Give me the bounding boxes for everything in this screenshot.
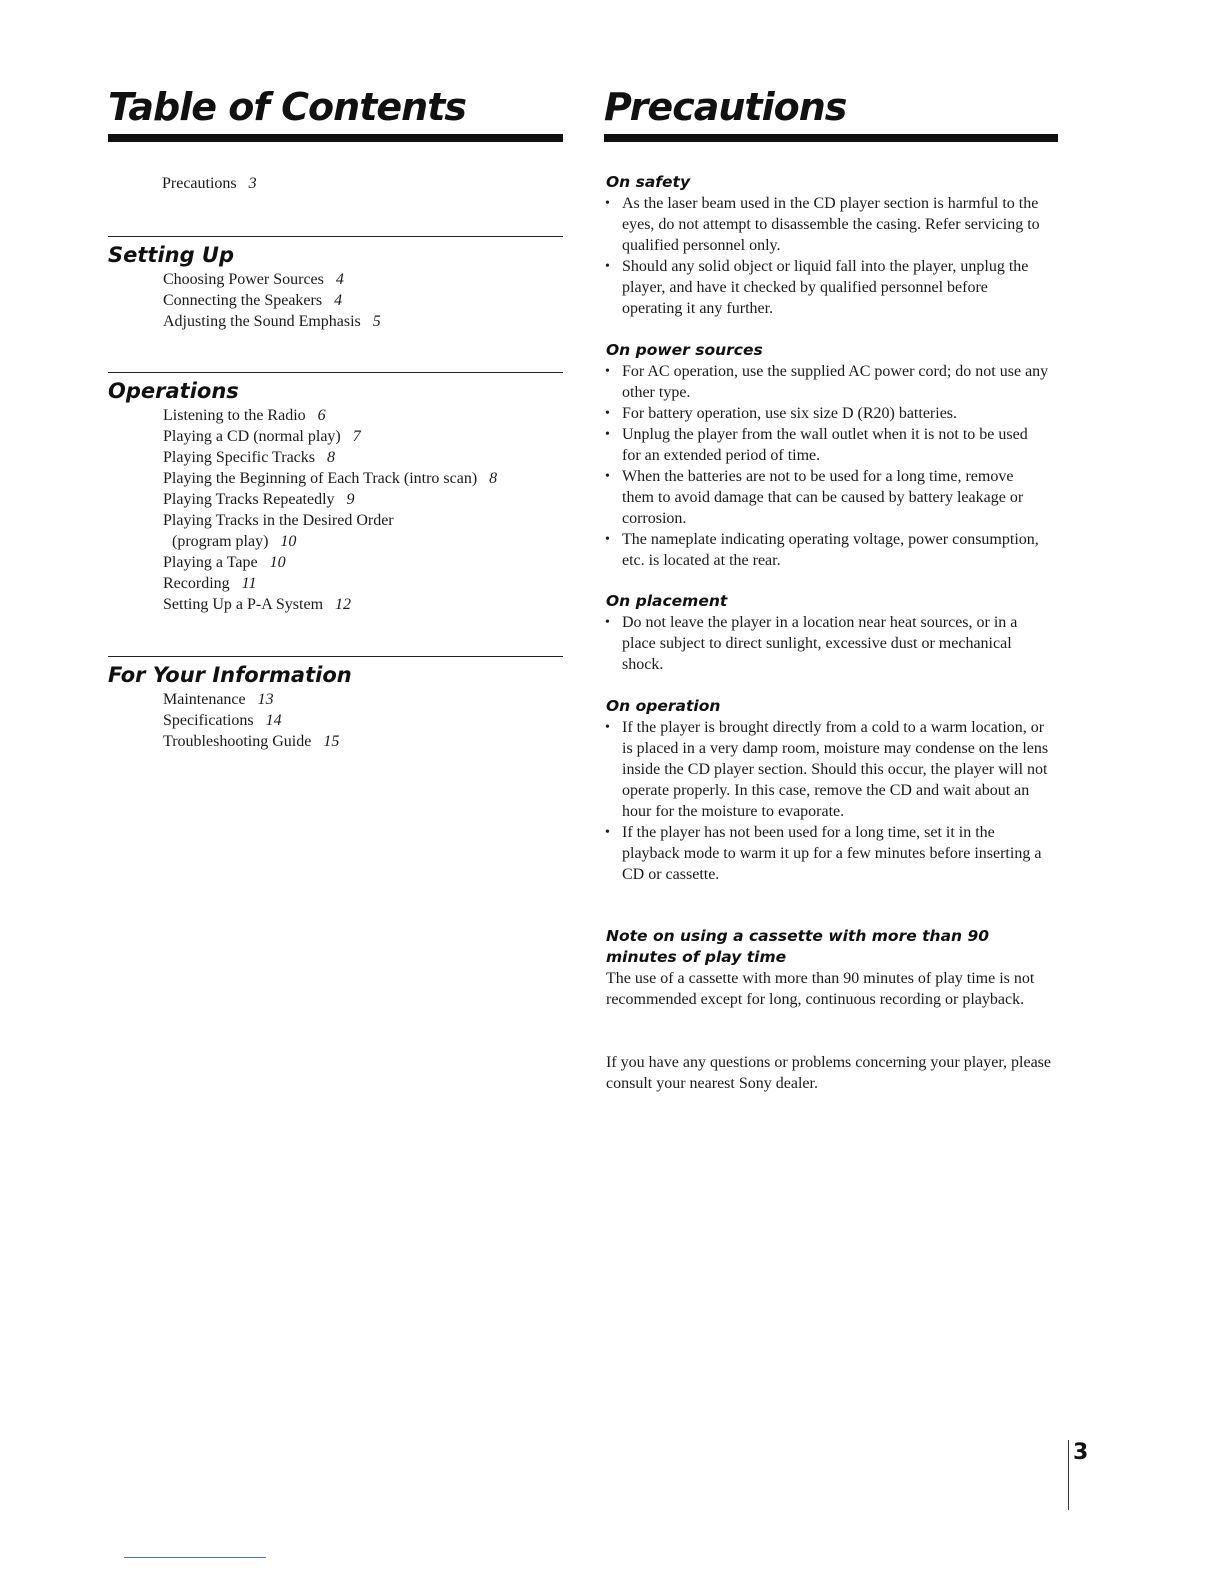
bullet-item: • Do not leave the player in a location near heat sources, or in a place subject to direct sunlight, excessive dust or mechanical shock. [604,612,1049,675]
bullets-on-power-sources [604,361,1049,571]
toc-entry-label: Troubleshooting Guide [163,733,312,750]
bullet-item: • Should any solid object or liquid fall into the player, unplug the player, and have it checked by qualified personnel before operating it any further. [604,256,1049,319]
heading-on-placement: On placement [606,592,728,610]
toc-entry [163,447,497,468]
toc-entry [163,531,497,552]
toc-entry-label: Listening to the Radio [163,407,306,424]
bullet-item: • For battery operation, use six size D (R20) batteries. [604,403,1049,424]
toc-entry-label: Playing the Beginning of Each Track (intro scan) [163,470,478,487]
bullets-on-placement [604,612,1049,675]
toc-entry-page: 4 [335,271,344,288]
toc-entry [163,269,381,290]
toc-entry-page: 9 [346,491,355,508]
toc-list-for-your-information [163,689,339,752]
bullet-item: • The nameplate indicating operating voltage, power consumption, etc. is located at the rear. [604,529,1049,571]
bullet-item: • As the laser beam used in the CD player section is harmful to the eyes, do not attempt to disassemble the casing. Refer servicing to qualified personnel only. [604,193,1049,256]
toc-entry-precautions [162,175,257,193]
toc-entry-label: Precautions [162,175,237,192]
toc-entry-page: 8 [489,470,498,487]
heading-on-power-sources: On power sources [606,341,763,359]
section-heading-for-your-information: For Your Information [108,663,352,687]
toc-entry [163,405,497,426]
toc-list-operations [163,405,497,615]
toc-entry-page: 15 [323,733,340,750]
toc-entry [163,468,497,489]
closing-text: If you have any questions or problems concerning your player, please consult your nearest Sony dealer. [606,1054,1051,1092]
precautions-title-rule [604,134,1058,142]
toc-entry-page: 11 [241,575,257,592]
bullet-item: • If the player has not been used for a long time, set it in the playback mode to warm it up for a few minutes before inserting a CD or cassette. [604,822,1049,885]
toc-entry-page: 6 [317,407,326,424]
toc-entry-label: Setting Up a P-A System [163,596,324,613]
toc-entry-label: Playing Tracks in the Desired Order [163,512,394,529]
heading-note-cassette [606,926,989,968]
heading-on-operation: On operation [606,697,721,715]
toc-entry-label: Adjusting the Sound Emphasis [163,313,361,330]
page-number: 3 [1073,1440,1089,1465]
toc-entry [163,710,339,731]
toc-entry [163,510,497,531]
toc-entry-label: Recording [163,575,230,592]
section-rule-setting-up [108,236,563,237]
toc-entry-label: Playing Specific Tracks [163,449,315,466]
toc-entry-label: Connecting the Speakers [163,292,323,309]
page-number-bar [1068,1440,1069,1510]
bullet-item: • When the batteries are not to be used for a long time, remove them to avoid damage that can be caused by battery leakage or corrosion. [604,466,1049,529]
toc-entry-label: (program play) [172,533,269,550]
toc-entry [163,290,381,311]
heading-on-safety: On safety [606,173,691,191]
toc-entry-label: Maintenance [163,691,246,708]
bullets-on-operation [604,717,1049,885]
toc-entry-page: 8 [327,449,335,466]
section-heading-setting-up: Setting Up [108,243,235,267]
toc-entry-page: 7 [352,428,361,445]
toc-entry-page: 12 [335,596,352,613]
toc-entry-label: Specifications [163,712,254,729]
section-heading-operations: Operations [108,379,239,403]
toc-entry-label: Playing Tracks Repeatedly [163,491,335,508]
toc-entry-page: 4 [334,292,343,309]
toc-entry [163,552,497,573]
bullet-item: • Unplug the player from the wall outlet when it is not to be used for an extended period of time. [604,424,1049,466]
toc-entry-page: 13 [257,691,274,708]
bullet-item: • For AC operation, use the supplied AC power cord; do not use any other type. [604,361,1049,403]
toc-entry [163,426,497,447]
note-heading-line2: minutes of play time [606,948,787,966]
note-heading-line1: Note on using a cassette with more than 90 [606,927,990,945]
footer-line [124,1557,266,1558]
toc-entry-label: Playing a CD (normal play) [163,428,341,445]
bullet-item: • If the player is brought directly from a cold to a warm location, or is placed in a very damp room, moisture may condense on the lens inside the CD player section. Should this occur, the player will not operate properly. In this case, remove the CD and wait about an hour for the moisture to evaporate. [604,717,1049,822]
toc-entry [163,731,339,752]
note-text: The use of a cassette with more than 90 minutes of play time is not recommended except for long, continuous recording or playback. [606,970,1035,1008]
precautions-title: Precautions [604,85,847,129]
toc-entry [163,489,497,510]
section-rule-for-your-information [108,656,563,657]
toc-entry-label: Choosing Power Sources [163,271,324,288]
toc-entry [163,311,381,332]
bullets-on-safety [604,193,1049,319]
toc-entry-label: Playing a Tape [163,554,258,571]
toc-entry-page: 3 [248,175,257,192]
toc-entry [163,594,497,615]
toc-list-setting-up [163,269,381,332]
toc-entry-page: 10 [269,554,286,571]
toc-entry-page: 10 [280,533,297,550]
toc-entry-page: 14 [265,712,282,729]
toc-title: Table of Contents [108,85,466,129]
toc-entry [163,573,497,594]
toc-entry-page: 5 [372,313,381,330]
toc-entry [163,689,339,710]
toc-title-rule [108,134,563,142]
section-rule-operations [108,372,563,373]
